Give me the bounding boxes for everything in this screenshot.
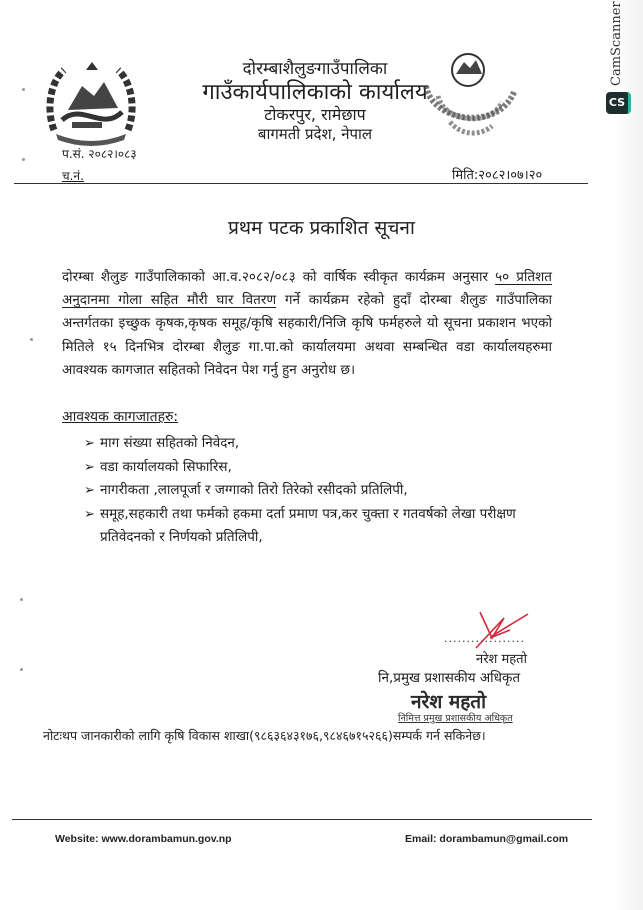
body-text-part2: गर्ने कार्यक्रम रहेको हुदाँ दोरम्बा शैलुङ गाउँपालिका अन्तर्गतका इच्छुक कृषक,कृषक समूह/कृषि सहकारी/निजि कृषि फर्महरुले यो सूचना प्रकाशन भएको मितिले १५ दिनभित्र दोरम्बा शैलुङ गा.पा.को कार्यालयमा अथवा सम्बन्धित वडा कार्यालयहरुमा आवश्यक कागजात सहितको निवेदन पेश गर्नु हुन अनुरोध छ।: [62, 292, 552, 378]
signatory-name: नरेश महतो: [476, 652, 527, 667]
handwritten-signature: [470, 608, 530, 654]
arrow-bullet-icon: ➢: [84, 483, 95, 498]
requirements-list: [84, 432, 554, 550]
scan-speck: [20, 598, 23, 601]
email-link[interactable]: Email: dorambamun@gmail.com: [405, 833, 569, 845]
page-edge-shadow: [613, 0, 643, 910]
body-text-part1: दोरम्बा शैलुङ गाउँपालिकाको आ.व.२०८२/०८३ को वार्षिक स्वीकृत कार्यक्रम अनुसार: [62, 269, 496, 285]
arrow-bullet-icon: ➢: [84, 436, 95, 451]
scan-speck: [22, 158, 25, 161]
requirement-text: वडा कार्यालयको सिफारिस,: [100, 458, 232, 475]
header-divider: [14, 183, 588, 184]
requirement-text: माग संख्या सहितको निवेदन,: [100, 435, 240, 451]
footer-divider: [12, 819, 592, 820]
office-location: टोकरपुर, रामेछाप: [264, 105, 366, 124]
signatory-designation: नि,प्रमुख प्रशासकीय अधिकृत: [378, 670, 521, 686]
municipality-name: दोरम्बाशैलुङगाउँपालिका: [242, 59, 388, 79]
list-item: [84, 456, 554, 480]
office-seal-stamp: [418, 52, 518, 148]
notice-title: प्रथम पटक प्रकाशित सूचना: [228, 217, 415, 239]
dispatch-number: च.नं.: [62, 169, 84, 183]
requirement-text: समूह,सहकारी तथा फर्मको हकमा दर्ता प्रमाण पत्र,कर चुक्ता र गतवर्षको लेखा परीक्षण प्रतिवेदनको र निर्णयको प्रतिलिपी,: [100, 505, 516, 545]
notice-body: [62, 266, 552, 382]
contact-note: नोटःथप जानकारीको लागि कृषि विकास शाखा(९८६३६४३१७६,९८४६७१५२६६)सम्पर्क गर्न सकिनेछ।: [43, 728, 486, 743]
reference-number: प.सं. २०८२।०८३: [62, 147, 137, 161]
body-highlight: ५० प्रतिशत अनुदानमा गोला सहित मौरी घार वितरण: [62, 269, 552, 309]
scan-speck: [22, 88, 25, 91]
office-province: बागमती प्रदेश, नेपाल: [257, 125, 373, 143]
arrow-bullet-icon: ➢: [84, 506, 95, 522]
list-item: [84, 432, 554, 456]
camscanner-logo-icon: CS: [606, 92, 631, 114]
website-link[interactable]: Website: www.dorambamun.gov.np: [55, 833, 232, 845]
scan-speck: [30, 338, 33, 341]
arrow-bullet-icon: ➢: [84, 459, 95, 475]
notice-date: मिति:२०८२।०७।२०: [452, 168, 543, 183]
requirement-text: नागरीकता ,लालपूर्जा र जग्गाको तिरो तिरेको रसीदको प्रतिलिपी,: [100, 482, 408, 498]
camscanner-brand: CamScanner: [609, 1, 624, 86]
designation-stamp: निमित्त प्रमुख प्रशासकीय अधिकृत: [398, 713, 513, 724]
name-stamp: नरेश महतो: [411, 691, 487, 713]
scan-speck: [20, 668, 23, 671]
requirements-heading: आवश्यक कागजातहरु:: [62, 409, 179, 425]
signature-line: ..................: [444, 632, 525, 645]
list-item: [84, 479, 554, 503]
nepal-emblem-icon: [42, 60, 140, 148]
office-name: गाउँकार्यपालिकाको कार्यालय: [202, 80, 428, 105]
list-item: [84, 503, 554, 550]
